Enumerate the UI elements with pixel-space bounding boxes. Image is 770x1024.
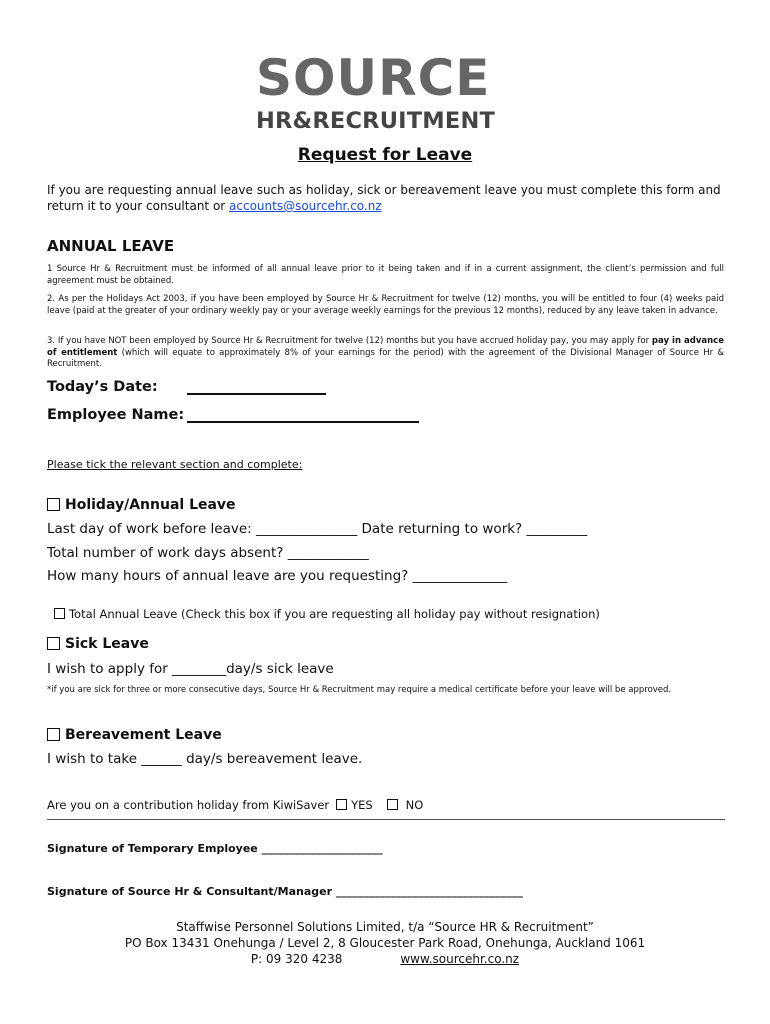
footer-phone: P: 09 320 4238: [250, 952, 343, 966]
sick-heading-label: Sick Leave: [65, 636, 149, 652]
point-3-bold: pay in advance of entitlement: [47, 336, 724, 358]
kiwisaver-yes-label: YES: [351, 798, 373, 812]
holiday-section-heading: [47, 497, 236, 513]
sick-checkbox[interactable]: [47, 637, 60, 650]
todays-date-label: Today’s Date:: [47, 379, 158, 395]
consultant-email-link[interactable]: accounts@sourcehr.co.nz: [229, 199, 382, 213]
total-annual-leave-checkbox[interactable]: [54, 608, 65, 619]
sick-section-heading: [47, 636, 149, 652]
annual-leave-point-3: [47, 336, 724, 371]
kiwisaver-row: [47, 798, 423, 812]
total-annual-leave-row: [47, 593, 600, 621]
point-3-text-a: 3. If you have NOT been employed by Source Hr & Recruitment for twelve (12) months but you have accrued holiday pay, you may apply for: [47, 336, 652, 346]
annual-hours-row[interactable]: How many hours of annual leave are you requesting? ______________: [47, 568, 508, 584]
annual-leave-point-2: 2. As per the Holidays Act 2003, if you have been employed by Source Hr & Recruitment for twelve (12) months, you will be entitled to four (4) weeks paid leave (paid at the greater of your ordinary weekly pay or your average weekly earnings for the previous 12 months), reduced by any leave taken in advance.: [47, 294, 724, 316]
logo-subtitle: HR&RECRUITMENT: [256, 108, 496, 134]
temp-employee-signature[interactable]: Signature of Temporary Employee ______________________: [47, 842, 383, 855]
todays-date-field[interactable]: [187, 393, 326, 395]
source-logo: [256, 48, 516, 140]
days-absent-row[interactable]: Total number of work days absent? ____________: [47, 545, 369, 561]
logo-wordmark: SOURCE: [256, 49, 491, 107]
sick-note: *if you are sick for three or more consecutive days, Source Hr & Recruitment may require a medical certificate before your leave will be approved.: [47, 685, 672, 695]
footer-company: Staffwise Personnel Solutions Limited, t/a “Source HR & Recruitment”: [176, 920, 594, 934]
footer-address: PO Box 13431 Onehunga / Level 2, 8 Gloucester Park Road, Onehunga, Auckland 1061: [124, 936, 646, 950]
tick-instruction: Please tick the relevant section and complete:: [47, 458, 303, 471]
kiwisaver-no-checkbox[interactable]: [387, 799, 398, 810]
bereavement-section-heading: [47, 727, 222, 743]
last-day-row[interactable]: Last day of work before leave: _______________ Date returning to work? _________: [47, 521, 588, 537]
form-title: Request for Leave: [297, 145, 473, 165]
kiwisaver-no-label: NO: [405, 798, 424, 812]
manager-signature[interactable]: Signature of Source Hr & Consultant/Manager __________________________________: [47, 885, 523, 898]
divider: [47, 819, 725, 820]
annual-leave-heading: ANNUAL LEAVE: [47, 237, 175, 255]
employee-name-label: Employee Name:: [47, 407, 185, 423]
employee-name-field[interactable]: [187, 421, 419, 423]
intro-paragraph: [47, 182, 727, 214]
footer-website-link[interactable]: www.sourcehr.co.nz: [400, 952, 520, 966]
bereavement-heading-label: Bereavement Leave: [65, 727, 222, 743]
footer-contact: [0, 951, 770, 967]
total-annual-leave-label: Total Annual Leave (Check this box if you are requesting all holiday pay without resignation): [68, 607, 600, 621]
holiday-heading-label: Holiday/Annual Leave: [65, 497, 236, 513]
holiday-checkbox[interactable]: [47, 498, 60, 511]
annual-leave-point-1: 1 Source Hr & Recruitment must be informed of all annual leave prior to it being taken and if in a current assignment, the client’s permission and full agreement must be obtained.: [47, 264, 724, 286]
kiwisaver-question: Are you on a contribution holiday from KiwiSaver: [47, 798, 330, 812]
point-3-text-b: (which will equate to approximately 8% of your earnings for the period) with the agreement of the Divisional Manager of Source Hr & Recruitment.: [47, 347, 724, 369]
intro-text: If you are requesting annual leave such as holiday, sick or bereavement leave you must complete this form and return it to your consultant or: [47, 183, 721, 213]
kiwisaver-yes-checkbox[interactable]: [336, 799, 347, 810]
bereavement-days-row[interactable]: I wish to take ______ day/s bereavement leave.: [47, 751, 363, 767]
sick-days-row[interactable]: I wish to apply for ________day/s sick leave: [47, 661, 334, 677]
bereavement-checkbox[interactable]: [47, 728, 60, 741]
